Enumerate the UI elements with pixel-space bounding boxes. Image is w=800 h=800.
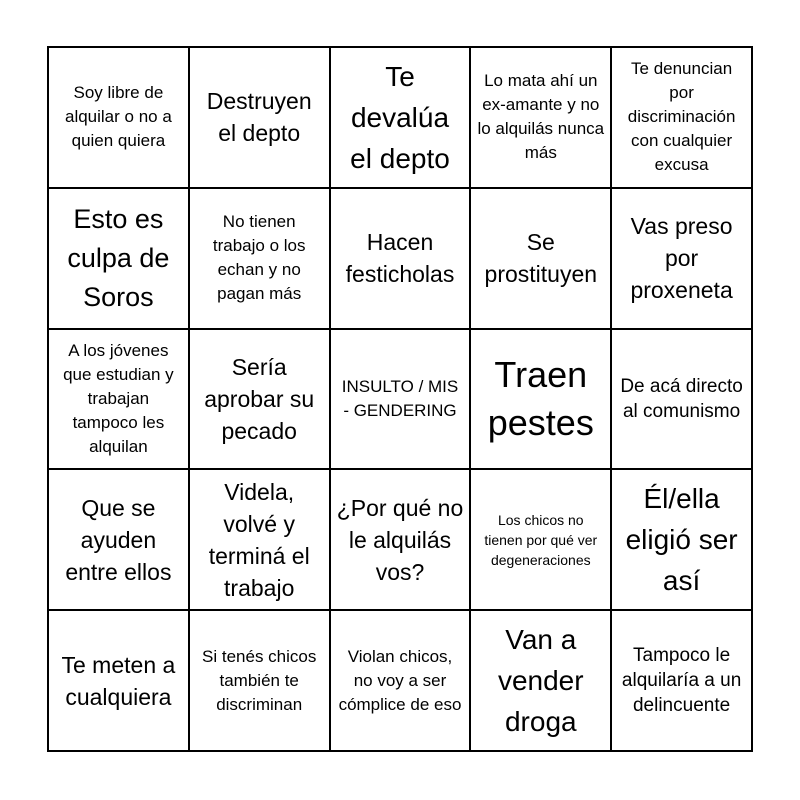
cell-text: Te denuncian por discriminación con cualquier excusa <box>627 59 736 175</box>
cell-text: Van a vender droga <box>497 624 584 738</box>
cell-text: Traen pestes <box>487 353 594 443</box>
bingo-cell-2-1[interactable] <box>48 188 189 329</box>
cell-text: ¿Por qué no le alquilás vos? <box>336 494 464 585</box>
bingo-cell-2-4[interactable] <box>470 188 611 329</box>
bingo-cell-1-4[interactable] <box>470 47 611 188</box>
cell-text: Si tenés chicos también te discriminan <box>202 646 317 714</box>
cell-text: Violan chicos, no voy a ser cómplice de eso <box>338 646 462 714</box>
free-space-text: INSULTO / MIS - GENDERING <box>341 376 459 420</box>
bingo-cell-5-1[interactable] <box>48 610 189 751</box>
bingo-cell-1-2[interactable] <box>189 47 330 188</box>
bingo-cell-4-4[interactable] <box>470 469 611 610</box>
bingo-cell-4-1[interactable] <box>48 469 189 610</box>
bingo-cell-5-4[interactable] <box>470 610 611 751</box>
bingo-cell-5-3[interactable] <box>330 610 471 751</box>
cell-text: Te devalúa el depto <box>350 60 450 174</box>
cell-text: Soy libre de alquilar o no a quien quiera <box>64 83 172 151</box>
cell-text: Vas preso por proxeneta <box>630 213 733 304</box>
bingo-cell-4-5[interactable] <box>611 469 752 610</box>
cell-text: Hacen festicholas <box>345 229 455 288</box>
cell-text: Tampoco le alquilaría a un delincuente <box>621 645 742 717</box>
cell-text: Destruyen el depto <box>206 88 312 147</box>
cell-text: Sería aprobar su pecado <box>204 353 315 444</box>
cell-text: Se prostituyen <box>484 229 598 288</box>
bingo-cell-4-3[interactable] <box>330 469 471 610</box>
cell-text: De acá directo al comunismo <box>620 375 743 422</box>
bingo-cell-1-5[interactable] <box>611 47 752 188</box>
bingo-cell-2-5[interactable] <box>611 188 752 329</box>
bingo-cell-5-5[interactable] <box>611 610 752 751</box>
bingo-cell-3-3[interactable] <box>330 329 471 470</box>
bingo-cell-1-1[interactable] <box>48 47 189 188</box>
bingo-cell-1-3[interactable] <box>330 47 471 188</box>
cell-text: No tienen trabajo o los echan y no pagan más <box>212 212 306 304</box>
bingo-cell-4-2[interactable] <box>189 469 330 610</box>
cell-text: Esto es culpa de Soros <box>67 203 170 312</box>
bingo-cell-3-1[interactable] <box>48 329 189 470</box>
bingo-cell-3-5[interactable] <box>611 329 752 470</box>
cell-text: Te meten a cualquiera <box>61 651 176 710</box>
bingo-card <box>47 46 753 752</box>
bingo-cell-2-2[interactable] <box>189 188 330 329</box>
cell-text: A los jóvenes que estudian y trabajan tampoco les alquilan <box>63 340 174 456</box>
cell-text: Él/ella eligió ser así <box>625 483 738 597</box>
bingo-cell-5-2[interactable] <box>189 610 330 751</box>
cell-text: Videla, volvé y terminá el trabajo <box>208 478 310 601</box>
bingo-cell-3-4[interactable] <box>470 329 611 470</box>
bingo-cell-2-3[interactable] <box>330 188 471 329</box>
cell-text: Lo mata ahí un ex-amante y no lo alquilás nunca más <box>477 71 605 163</box>
cell-text: Los chicos no tienen por qué ver degeneraciones <box>484 511 598 568</box>
bingo-cell-3-2[interactable] <box>189 329 330 470</box>
cell-text: Que se ayuden entre ellos <box>65 494 172 585</box>
